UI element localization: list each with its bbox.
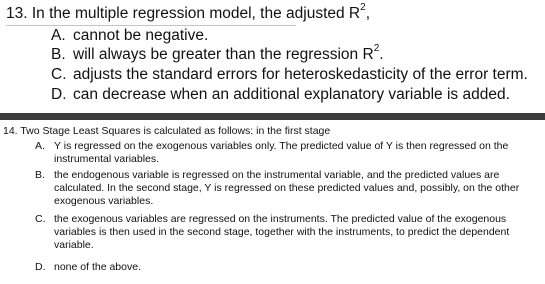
question-14-option-a xyxy=(35,140,535,166)
question-13-stem xyxy=(6,1,370,23)
option-text: none of the above. xyxy=(54,261,141,273)
option-letter: B. xyxy=(51,46,66,63)
option-text: the exogenous variables are regressed on the instruments. The predicted value of the exogenous variables is then used in the second stage, together with the instruments, to predict the dependent variable. xyxy=(54,213,510,251)
option-text: cannot be negative. xyxy=(73,27,209,44)
option-letter: C. xyxy=(35,213,46,225)
option-text: Y is regressed on the exogenous variables only. The predicted value of Y is then regressed on the instrumental variables. xyxy=(54,140,509,165)
question-13-option-a xyxy=(51,27,208,45)
question-14-option-d xyxy=(35,261,535,274)
section-divider xyxy=(0,113,545,120)
question-13-stem-text: 13. In the multiple regression model, the adjusted R xyxy=(6,5,361,22)
question-13-option-d xyxy=(51,86,510,104)
question-13 xyxy=(0,0,545,113)
question-13-stem-suffix: , xyxy=(365,5,370,22)
superscript: 2 xyxy=(373,42,380,54)
stem-underline xyxy=(6,25,296,26)
option-letter: A. xyxy=(51,27,66,44)
option-suffix: . xyxy=(379,46,384,63)
question-13-option-b xyxy=(51,42,384,64)
option-text: will always be greater than the regression R xyxy=(73,46,374,63)
question-13-option-c xyxy=(51,66,528,84)
question-14-option-b xyxy=(35,169,535,208)
option-text: adjusts the standard errors for heteroskedasticity of the error term. xyxy=(73,66,528,83)
question-14 xyxy=(0,120,545,284)
option-letter: C. xyxy=(51,66,67,83)
option-letter: D. xyxy=(35,261,46,273)
option-text: can decrease when an additional explanatory variable is added. xyxy=(73,86,510,103)
superscript: 2 xyxy=(360,1,366,13)
question-14-option-c xyxy=(35,213,535,252)
option-text: the endogenous variable is regressed on the instrumental variable, and the predicted values are calculated. In the second stage, Y is regressed on these predicted values and, possibly, on the other exogenous variables. xyxy=(54,169,520,207)
question-14-stem: 14. Two Stage Least Squares is calculated as follows: in the first stage xyxy=(3,125,331,137)
option-letter: B. xyxy=(35,169,45,181)
option-letter: A. xyxy=(35,140,45,152)
option-letter: D. xyxy=(51,86,67,103)
